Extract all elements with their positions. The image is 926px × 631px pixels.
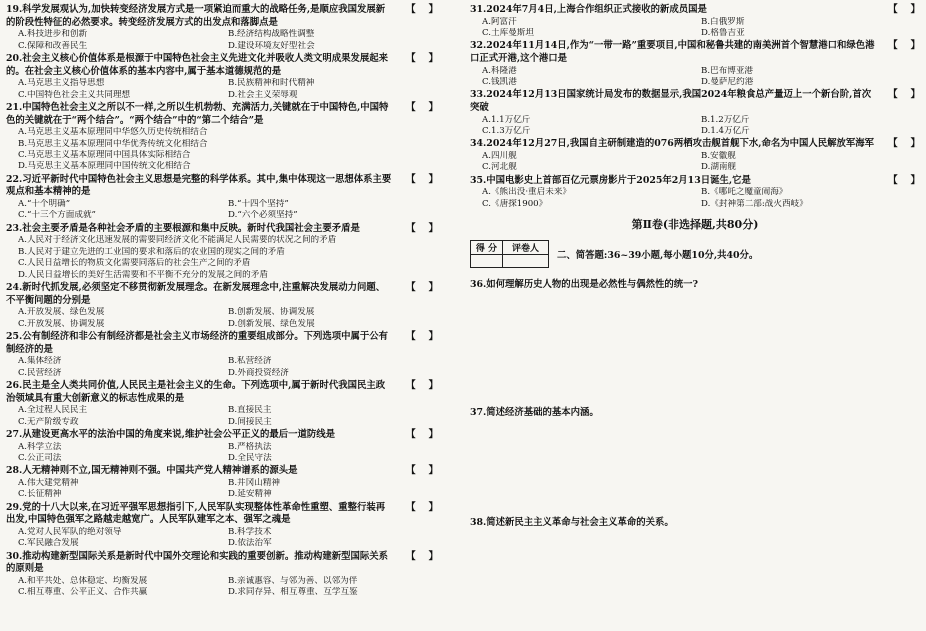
question: [470, 138, 920, 173]
question-stem: 32.2024年11月14日,作为“一带一路”重要项目,中国和秘鲁共建的南美洲首个智慧港口和绿色港口正式开港,这个港口是: [470, 40, 875, 64]
option: A.和平共处、总体稳定、均衡发展: [18, 576, 148, 587]
option: A.科技进步和创新: [18, 29, 88, 40]
question-36: 36.如何理解历史人物的出现是必然性与偶然性的统一?: [470, 279, 699, 291]
option: A.“十个明确”: [18, 199, 71, 209]
option: B.井冈山精神: [228, 478, 281, 489]
question-stem-row: [6, 380, 438, 405]
question-stem: 27.从建设更高水平的法治中国的角度来说,维护社会公平正义的最后一道防线是: [6, 429, 335, 441]
options: [470, 187, 920, 210]
score-box: [470, 240, 920, 268]
question-stem: 34.2024年12月27日,我国自主研制建造的076两栖攻击舰首舰下水,命名为中国人民解放军海军: [470, 138, 874, 150]
answer-bracket[interactable]: 【 】: [888, 4, 920, 15]
question-stem: 30.推动构建新型国际关系是新时代中国外交理论和实践的重要创新。推动构建新型国际关系的原则是: [6, 550, 388, 575]
question-stem: 24.新时代抓发展,必须坚定不移贯彻新发展理念。在新发展理念中,注重解决发展动力问题、不平衡问题的分别是: [6, 282, 386, 306]
options: [470, 66, 920, 89]
grader-cell[interactable]: [503, 255, 549, 268]
option: B.经济结构战略性调整: [228, 29, 315, 40]
option: C.河北舰: [482, 162, 517, 173]
section-description: 二、简答题:36~39小题,每小题10分,共40分。: [557, 250, 759, 262]
right-column: [470, 4, 920, 578]
question: [470, 4, 920, 39]
option: C.长征精神: [18, 489, 62, 500]
options: [470, 151, 920, 174]
question-stem-row: [6, 429, 438, 442]
answer-bracket[interactable]: 【 】: [406, 429, 438, 441]
option: A.1.1万亿斤: [482, 114, 531, 125]
question-stem-row: [6, 282, 438, 307]
score-label: 得 分: [471, 241, 503, 255]
option: B.1.2万亿斤: [701, 114, 750, 125]
question-stem-row: [470, 138, 920, 151]
option: A.开放发展、绿色发展: [18, 307, 105, 318]
option: C.1.3万亿斤: [482, 126, 531, 136]
answer-bracket[interactable]: 【 】: [406, 222, 438, 234]
option: B.白俄罗斯: [701, 16, 745, 27]
option: C.民营经济: [18, 367, 62, 378]
option: D.湖南舰: [701, 162, 737, 173]
option: A.人民对于经济文化迅速发展的需要同经济文化不能满足人民需要的状况之间的矛盾: [18, 235, 337, 246]
option: D.1.4万亿斤: [701, 126, 750, 136]
question: [6, 551, 438, 599]
answer-bracket[interactable]: 【 】: [888, 89, 920, 101]
question-38: 38.简述新民主主义革命与社会主义革命的关系。: [470, 517, 674, 529]
question-stem: 31.2024年7月4日,上海合作组织正式接收的新成员国是: [470, 4, 707, 15]
option: A.阿富汗: [482, 16, 517, 27]
question: [6, 223, 438, 281]
option: B.科学技术: [228, 527, 272, 538]
option: C.钱凯港: [482, 77, 517, 87]
question-stem: 33.2024年12月13日国家统计局发布的数据显示,我国2024年粮食总产量迈上一个新台阶,首次突破: [470, 89, 872, 113]
option: D.社会主义荣辱观: [228, 89, 298, 100]
question-stem-row: [6, 331, 438, 356]
option: B.民族精神和时代精神: [228, 78, 315, 89]
question-stem-row: [6, 551, 438, 576]
question-stem: 19.科学发展观认为,加快转变经济发展方式是一项紧迫而重大的战略任务,是顺应我国发展新的阶段性特征的必然要求。转变经济发展方式的出发点和落脚点是: [6, 4, 386, 28]
question-stem: 21.中国特色社会主义之所以不一样,之所以生机勃勃、充满活力,关键就在于中国特色,中国特色的关键就在于“两个结合”。“两个结合”中的“第二个结合”是: [6, 102, 389, 126]
answer-bracket[interactable]: 【 】: [406, 501, 438, 513]
option: D.“六个必须坚持”: [228, 210, 298, 221]
question: [470, 40, 920, 88]
score-cell[interactable]: [471, 255, 503, 268]
option: C.无产阶级专政: [18, 416, 79, 427]
question-stem: 25.公有制经济和非公有制经济都是社会主义市场经济的重要组成部分。下列选项中属于公有制经济的是: [6, 331, 388, 355]
option: A.科学立法: [18, 441, 62, 452]
option: A.伟大建党精神: [18, 478, 79, 489]
question: [6, 53, 438, 101]
score-table: [470, 240, 549, 268]
question-stem-row: [6, 174, 438, 199]
option: A.四川舰: [482, 151, 517, 161]
question-stem-row: [6, 102, 438, 127]
option: D.人民日益增长的美好生活需要和不平衡不充分的发展之间的矛盾: [18, 269, 268, 280]
right-questions: [470, 4, 920, 210]
grader-label: 评卷人: [503, 241, 549, 255]
question: [6, 465, 438, 500]
option: C.“十三个方面成就”: [18, 210, 96, 221]
option: D.依法治军: [228, 538, 272, 549]
short-answer-area: [470, 278, 920, 578]
answer-bracket[interactable]: 【 】: [406, 53, 438, 64]
option: A.科隆港: [482, 65, 517, 76]
option: D.创新发展、绿色发展: [228, 318, 315, 329]
question-stem: 28.人无精神则不立,国无精神则不强。中国共产党人精神谱系的源头是: [6, 465, 298, 477]
answer-bracket[interactable]: 【 】: [888, 40, 920, 52]
option: C.中国特色社会主义共同理想: [18, 89, 131, 100]
answer-bracket[interactable]: 【 】: [406, 465, 438, 477]
option: C.人民日益增长的物质文化需要同落后的社会生产之间的矛盾: [18, 258, 251, 269]
question-37: 37.简述经济基础的基本内涵。: [470, 407, 599, 419]
option: A.马克思主义基本原理同中华悠久历史传统相结合: [18, 127, 208, 138]
part2-title: 第Ⅱ卷(非选择题,共80分): [631, 218, 759, 232]
option: B.人民对于建立先进的工业国的要求和落后的农业国的现实之间的矛盾: [18, 246, 285, 257]
question-stem: 23.社会主要矛盾是各种社会矛盾的主要根源和集中反映。新时代我国社会主要矛盾是: [6, 222, 360, 234]
question-stem-row: [6, 465, 438, 478]
option: D.马克思主义基本原理同中国传统文化相结合: [18, 161, 191, 172]
question: [6, 174, 438, 222]
option: C.军民融合发展: [18, 538, 79, 549]
question-stem-row: [6, 223, 438, 236]
question-stem-row: [6, 53, 438, 78]
question-stem-row: [470, 89, 920, 114]
question-stem: 35.中国电影史上首部百亿元票房影片于2025年2月13日诞生,它是: [470, 174, 751, 186]
option: A.集体经济: [18, 356, 62, 367]
option: D.间接民主: [228, 416, 272, 427]
options: [6, 442, 438, 465]
options: [470, 115, 920, 138]
options: [6, 576, 438, 599]
option: C.开放发展、协调发展: [18, 318, 105, 329]
option: B.直接民主: [228, 405, 272, 416]
question-stem: 20.社会主义核心价值体系是根源于中国特色社会主义先进文化并吸收人类文明成果发展起来的。在社会主义核心价值体系的基本内容中,属于基本道德规范的是: [6, 53, 388, 77]
option: C.保障和改善民生: [18, 40, 88, 51]
option: B.严格执法: [228, 441, 272, 452]
question-stem-row: [6, 502, 438, 527]
option: A.《熊出没·重启未来》: [482, 187, 572, 198]
options: [6, 29, 438, 52]
options: [6, 356, 438, 379]
question: [6, 380, 438, 428]
question: [470, 175, 920, 210]
answer-bracket[interactable]: 【 】: [406, 102, 438, 113]
answer-bracket[interactable]: 【 】: [406, 4, 438, 15]
options: [6, 478, 438, 501]
answer-bracket[interactable]: 【 】: [406, 173, 438, 185]
option: D.建设环境友好型社会: [228, 40, 315, 51]
question-stem-row: [6, 4, 438, 29]
answer-bracket[interactable]: 【 】: [888, 174, 920, 186]
option: D.全民守法: [228, 453, 272, 464]
option: B.巴布博亚港: [701, 65, 754, 76]
options: [6, 405, 438, 428]
options: [6, 307, 438, 330]
option: A.党对人民军队的绝对领导: [18, 527, 122, 538]
option: D.求同存异、相互尊重、互学互鉴: [228, 587, 358, 598]
option: D.格鲁吉亚: [701, 28, 745, 38]
option: B.私营经济: [228, 356, 272, 367]
option: D.延安精神: [228, 489, 272, 500]
question-stem-row: [470, 175, 920, 188]
question: [6, 502, 438, 550]
question: [6, 4, 438, 52]
option: B.亲诚惠容、与邻为善、以邻为伴: [228, 576, 358, 587]
option: B.“十四个坚持”: [228, 199, 289, 209]
option: B.马克思主义基本原理同中华优秀传统文化相结合: [18, 138, 208, 149]
options: [6, 78, 438, 101]
option: D.《封神第二部:战火西岐》: [701, 198, 808, 209]
options: [6, 199, 438, 222]
option: C.相互尊重、公平正义、合作共赢: [18, 587, 148, 598]
question: [6, 282, 438, 330]
option: D.外商投资经济: [228, 367, 289, 378]
option: B.安徽舰: [701, 151, 736, 161]
answer-bracket[interactable]: 【 】: [406, 331, 438, 343]
option: A.全过程人民民主: [18, 405, 88, 416]
question: [6, 331, 438, 379]
question: [470, 89, 920, 137]
question-stem: 26.民主是全人类共同价值,人民民主是社会主义的生命。下列选项中,属于新时代我国民主政治领域具有重大创新意义的标志性成果的是: [6, 380, 386, 404]
question-stem-row: [470, 4, 920, 17]
answer-bracket[interactable]: 【 】: [406, 550, 438, 562]
option: C.公正司法: [18, 453, 62, 464]
answer-bracket[interactable]: 【 】: [888, 138, 920, 150]
question-stem: 22.习近平新时代中国特色社会主义思想是完整的科学体系。其中,集中体现这一思想体系主要观点和基本精神的是: [6, 173, 392, 198]
option: C.土库曼斯坦: [482, 28, 534, 38]
options: [6, 127, 438, 173]
option: D.曼萨尼约港: [701, 77, 754, 87]
option: B.《哪吒之魔童闹海》: [701, 187, 788, 198]
option: A.马克思主义指导思想: [18, 78, 105, 89]
question-stem-row: [470, 40, 920, 65]
left-column: [6, 4, 438, 600]
options: [470, 17, 920, 40]
question: [6, 102, 438, 173]
answer-bracket[interactable]: 【 】: [406, 282, 438, 294]
option: B.创新发展、协调发展: [228, 307, 315, 318]
options: [6, 527, 438, 550]
options: [6, 235, 438, 281]
option: C.马克思主义基本原理同中国具体实际相结合: [18, 150, 191, 160]
answer-bracket[interactable]: 【 】: [406, 380, 438, 392]
question: [6, 429, 438, 464]
option: C.《唐探1900》: [482, 198, 548, 209]
question-stem: 29.党的十八大以来,在习近平强军思想指引下,人民军队实现整体性革命性重塑、重整行装再出发,中国特色强军之路越走越宽广。人民军队建军之本、强军之魂是: [6, 501, 386, 526]
